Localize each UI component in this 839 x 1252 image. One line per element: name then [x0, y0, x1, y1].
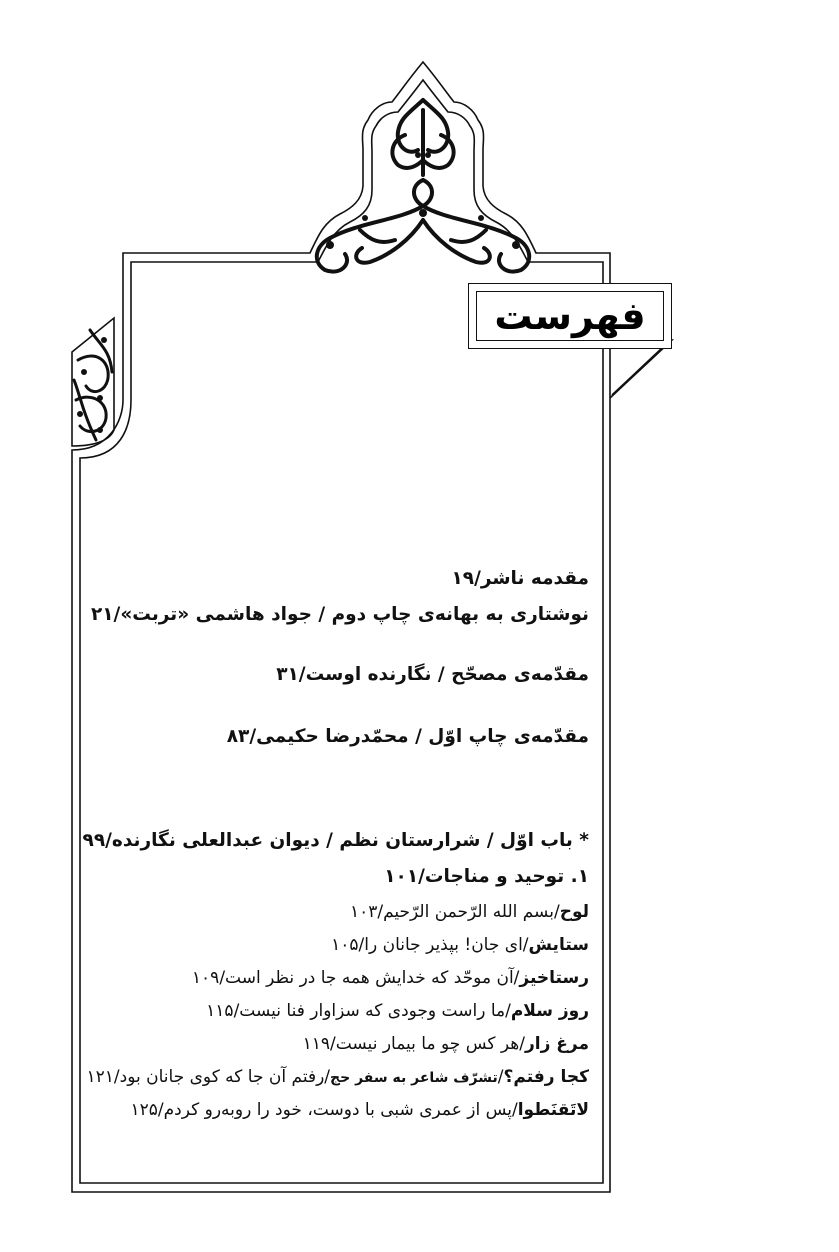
entry-page: ۱۰۱: [384, 866, 419, 887]
entry-page: ۱۰۳: [349, 902, 378, 922]
entry-title: * باب اوّل / شرارستان نظم / دیوان عبدالعلی نگارنده: [111, 830, 589, 851]
entry-title: مقدمه ناشر: [480, 568, 589, 589]
toc-entry-second-edition-note[interactable]: [91, 604, 589, 626]
entry-separator: /: [358, 935, 365, 955]
entry-title: نوشتاری به بهانه‌ی چاپ دوم / جواد هاشمی «تربت»: [120, 604, 589, 625]
entry-title: آن موحّد که خدایش همه جا در نظر است: [225, 968, 514, 988]
entry-separator: /: [418, 866, 425, 887]
toc-entry-section-tawhid[interactable]: [384, 866, 589, 888]
toc-entry-publisher-intro[interactable]: [451, 568, 589, 590]
entry-head: ستایش: [528, 935, 589, 955]
entry-head: کجا رفتم؟: [503, 1067, 589, 1087]
entry-title: ما راست وجودی که سزاوار فنا نیست: [239, 1001, 506, 1021]
entry-separator: /: [157, 1100, 164, 1120]
entry-page: ۱۱۹: [302, 1034, 330, 1054]
title-box: [468, 283, 672, 349]
entry-separator: /: [513, 968, 520, 988]
title-inner-border: [476, 291, 664, 341]
page-title: فهرست: [494, 294, 646, 338]
entry-title: ای جان! بپذیر جانان را: [364, 935, 523, 955]
entry-separator: /: [233, 1001, 240, 1021]
entry-separator: /: [329, 1034, 336, 1054]
entry-title: رفتم آن جا که کوی جانان بود: [119, 1067, 325, 1087]
entry-separator: /: [324, 1067, 331, 1087]
toc-entry-chapter-one[interactable]: [83, 830, 589, 852]
toc-entry-rastakhiz[interactable]: [192, 968, 589, 988]
entry-head: رستاخیز: [519, 968, 589, 988]
entry-head: لاتَقنَطوا: [517, 1100, 589, 1120]
top-center-arabesque-ornament: [317, 100, 529, 272]
entry-title: بسم الله الرّحمن الرّحیم: [383, 902, 554, 922]
entry-title: مقدّمه‌ی چاپ اوّل / محمّدرضا حکیمی: [256, 726, 589, 747]
entry-separator: /: [519, 1034, 525, 1054]
toc-entry-morgh-zar[interactable]: [303, 1034, 589, 1054]
entry-separator: /: [553, 902, 560, 922]
toc-entry-la-taqnatu[interactable]: [131, 1100, 589, 1120]
entry-separator: /: [505, 1001, 511, 1021]
entry-title: ۱. توحید و مناجات: [424, 866, 589, 887]
entry-separator: /: [249, 726, 257, 747]
toc-entry-koja-raftam[interactable]: [86, 1067, 589, 1087]
entry-page: ۱۱۵: [206, 1001, 234, 1021]
toc-entry-first-edition-intro[interactable]: [227, 726, 589, 748]
entry-head: مرغ زار: [524, 1034, 589, 1054]
entry-separator: /: [113, 1067, 120, 1087]
entry-page: ۹۹: [82, 830, 106, 851]
entry-page: ۱۰۵: [331, 935, 359, 955]
entry-title: مقدّمه‌ی مصحّح / نگارنده اوست: [305, 664, 589, 685]
entry-page: ۳۱: [276, 664, 299, 685]
entry-title: هر کس چو ما بیمار نیست: [335, 1034, 520, 1054]
entry-page: ۱۲۵: [130, 1100, 158, 1120]
entry-page: ۱۰۹: [191, 968, 220, 988]
entry-separator: /: [522, 935, 529, 955]
entry-page: ۲۱: [90, 604, 114, 625]
entry-separator: /: [105, 830, 112, 851]
entry-title: پس از عمری شبی با دوست، خود را روبه‌رو کردم: [163, 1100, 512, 1120]
entry-head: روز سلام: [510, 1001, 589, 1021]
entry-page: ۱۲۱: [86, 1067, 114, 1087]
entry-page: ۸۳: [226, 726, 250, 747]
toc-entry-editor-intro[interactable]: [276, 664, 589, 686]
entry-separator: /: [474, 568, 481, 589]
toc-entry-setayesh[interactable]: [331, 935, 589, 955]
entry-separator: /: [377, 902, 384, 922]
entry-separator: /: [298, 664, 306, 685]
entry-page: ۱۹: [451, 568, 475, 589]
toc-entry-lowh[interactable]: [350, 902, 589, 922]
entry-separator: /: [512, 1100, 518, 1120]
toc-entry-rooz-salam[interactable]: [206, 1001, 589, 1021]
entry-separator: /: [113, 604, 121, 625]
entry-subhead: تشرّف شاعر به سفر حج: [330, 1070, 498, 1086]
entry-separator: /: [219, 968, 226, 988]
entry-head: لوح: [559, 902, 589, 922]
entry-separator: /: [497, 1067, 504, 1087]
